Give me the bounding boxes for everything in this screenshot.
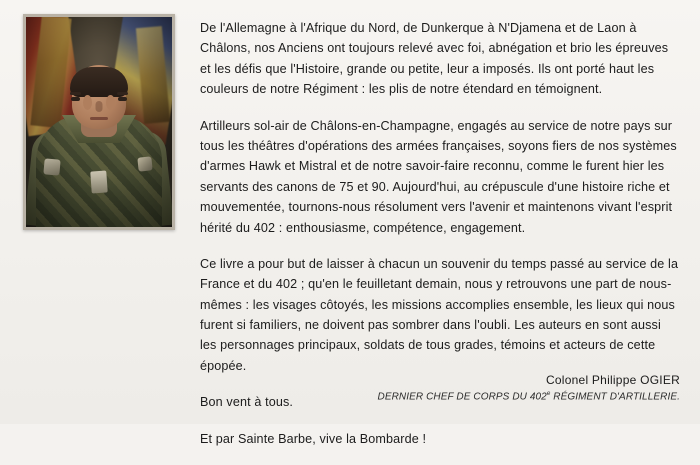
figure-nose bbox=[96, 101, 103, 112]
portrait-photo-frame bbox=[23, 14, 175, 230]
figure-brow-right bbox=[70, 92, 81, 95]
signature-role bbox=[260, 390, 680, 402]
paragraph-2: Artilleurs sol-air de Châlons-en-Champagne, engagés au service de notre pays sur tous les théâtres d'opérations des armées françaises, soyons fiers de nos systèmes d'armes Hawk et Mistral et de notre savoir-faire reconnu, comme le furent hier les servants des canons de 75 et 90. Aujourd'hui, au crépuscule d'une histoire riche et mouvementée, tournons-nous résolument vers l'avenir et maintenons vivant l'esprit hérité du 402 : enthousiasme, compétence, engagement. bbox=[200, 118, 677, 235]
figure-ear-left bbox=[106, 95, 115, 110]
paragraph-4: Bon vent à tous. bbox=[200, 395, 294, 410]
signature-role-suffix: RÉGIMENT D'ARTILLERIE. bbox=[550, 391, 680, 402]
figure-mouth bbox=[90, 117, 108, 120]
signature-role-exponent: e bbox=[546, 389, 551, 397]
paragraph-1: De l'Allemagne à l'Afrique du Nord, de Dunkerque à N'Djamena et de Laon à Châlons, nos Anciens ont toujours relevé avec foi, abnégation et brio les épreuves et les défis que l'Histoire, grande ou petite, leur a imposés. Ils ont porté haut les couleurs de notre Régiment : les plis de notre étendard en témoignent. bbox=[200, 21, 669, 97]
portrait-photo bbox=[26, 17, 172, 227]
figure-brow-left bbox=[117, 92, 128, 95]
signature-role-prefix: DERNIER CHEF DE CORPS DU 402 bbox=[377, 391, 547, 402]
figure-ear-right bbox=[83, 95, 92, 110]
paragraph-3: Ce livre a pour but de laisser à chacun un souvenir du temps passé au service de la France et du 402 ; qu'en le feuilletant demain, nous y retrouvons une part de nous-mêmes : les visages côtoyés, les missions accomplies ensemble, les lieux qui nous furent si familiers, ne doivent pas sombrer dans l'oubli. Les auteurs en sont aussi les personnages principaux, soldats de tous grades, témoins et acteurs de cette épopée. bbox=[200, 256, 679, 373]
shoulder-patch-right-icon bbox=[137, 156, 152, 171]
officer-figure bbox=[33, 59, 165, 227]
figure-eye-left bbox=[118, 97, 127, 101]
chest-badge-icon bbox=[90, 170, 107, 193]
paragraph-5: Et par Sainte Barbe, vive la Bombarde ! bbox=[200, 431, 427, 446]
signature-name: Colonel Philippe OGIER bbox=[545, 372, 680, 387]
shoulder-patch-left-icon bbox=[43, 158, 60, 175]
figure-eye-right bbox=[71, 97, 80, 101]
figure-head bbox=[72, 65, 126, 129]
signature-block bbox=[260, 373, 680, 402]
